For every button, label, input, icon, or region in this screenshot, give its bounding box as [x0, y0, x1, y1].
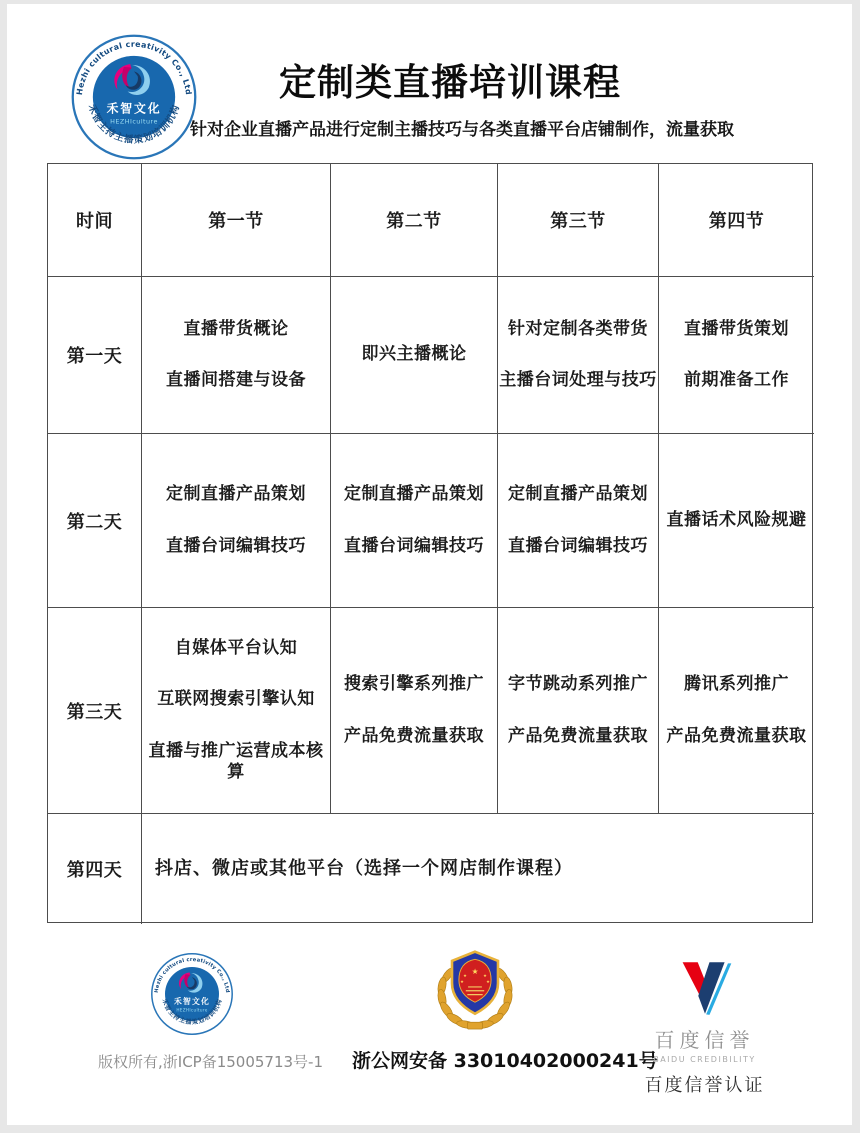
icp-copyright-text: 版权所有,浙ICP备15005713号-1	[98, 1053, 324, 1071]
course-line: 腾讯系列推广	[684, 674, 789, 695]
cell-day2-session3	[498, 434, 659, 608]
course-schedule-table	[47, 163, 813, 923]
course-line: 直播带货策划	[684, 318, 789, 339]
course-line: 前期准备工作	[684, 370, 789, 390]
police-badge-icon	[429, 946, 521, 1034]
footer-copyright-block	[98, 952, 324, 1072]
col-header-session4: 第四节	[659, 164, 814, 277]
cell-day3-session4	[659, 608, 814, 814]
cell-day1-session2	[331, 277, 498, 434]
course-line: 产品免费流量获取	[508, 725, 648, 746]
course-line: 搜索引擎系列推广	[344, 674, 484, 695]
row-header-day2: 第二天	[48, 434, 142, 608]
cell-day2-session1	[142, 434, 331, 608]
course-line: 定制直播产品策划	[344, 484, 484, 505]
course-line: 直播与推广运营成本核算	[148, 740, 324, 782]
cell-day3-session2	[331, 608, 498, 814]
cell-day1-session3	[498, 277, 659, 434]
row-header-day3: 第三天	[48, 608, 142, 814]
col-header-session1: 第一节	[142, 164, 331, 277]
police-record-text: 浙公网安备 33010402000241号	[352, 1050, 658, 1072]
footer-baidu-block	[642, 960, 767, 1097]
baidu-credibility-cn: 百度信誉	[654, 1028, 755, 1052]
baidu-cert-text: 百度信誉认证	[644, 1075, 765, 1096]
course-line: 直播台词编辑技巧	[166, 535, 306, 556]
page-subtitle: 针对企业直播产品进行定制主播技巧与各类直播平台店铺制作，流量获取	[190, 120, 734, 140]
cell-day3-session1	[142, 608, 331, 814]
row-header-day4: 第四天	[48, 814, 142, 924]
course-line: 产品免费流量获取	[344, 725, 484, 746]
course-line: 直播带货概论	[183, 318, 289, 339]
cell-day1-session4	[659, 277, 814, 434]
cell-day2-session4	[659, 434, 814, 608]
course-line: 主播台词处理与技巧	[499, 370, 657, 390]
cell-day1-session1	[142, 277, 331, 434]
course-line: 针对定制各类带货	[508, 318, 648, 339]
course-line: 自媒体平台认知	[174, 638, 298, 658]
hezhi-company-logo-small	[150, 952, 234, 1036]
baidu-credibility-en: BAIDU CREDIBILITY	[653, 1055, 756, 1064]
baidu-credibility-icon	[675, 960, 735, 1016]
course-line: 直播台词编辑技巧	[344, 535, 484, 556]
course-line: 抖店、微店或其他平台（选择一个网店制作课程）	[155, 857, 573, 879]
col-header-session2: 第二节	[331, 164, 498, 277]
course-line: 直播间搭建与设备	[166, 370, 306, 390]
footer-police-block	[352, 946, 658, 1073]
title-block	[190, 52, 734, 140]
course-line: 直播台词编辑技巧	[508, 535, 648, 556]
col-header-session3: 第三节	[498, 164, 659, 277]
col-header-time: 时间	[48, 164, 142, 277]
page-title: 定制类直播培训课程	[279, 61, 621, 104]
cell-day3-session3	[498, 608, 659, 814]
cell-day4-merged	[142, 814, 814, 924]
course-line: 定制直播产品策划	[508, 484, 648, 505]
hezhi-company-logo	[70, 33, 198, 161]
course-line: 直播话术风险规避	[666, 509, 807, 530]
course-line: 产品免费流量获取	[666, 725, 807, 746]
course-line: 互联网搜索引擎认知	[157, 689, 315, 710]
course-line: 即兴主播概论	[361, 344, 467, 365]
row-header-day1: 第一天	[48, 277, 142, 434]
course-line: 字节跳动系列推广	[508, 674, 648, 695]
course-line: 定制直播产品策划	[166, 484, 306, 505]
cell-day2-session2	[331, 434, 498, 608]
